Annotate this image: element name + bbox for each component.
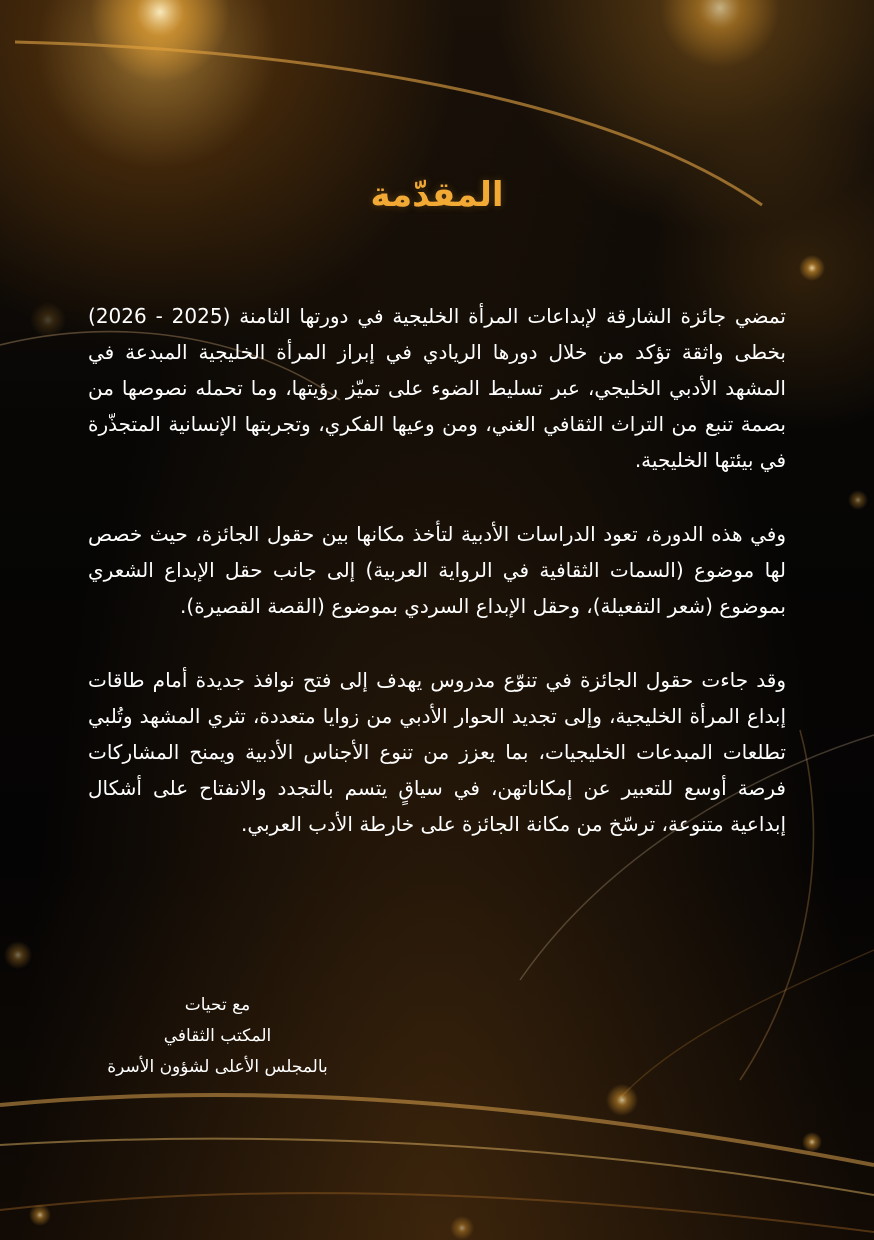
spark-right-mid [848,490,868,510]
spark-center-lower [606,1084,638,1116]
spark-bottom-left [29,1204,51,1226]
spark-bottom-center [450,1216,474,1240]
paragraph-diversity: وقد جاءت حقول الجائزة في تنوّع مدروس يهدف إلى فتح نوافذ جديدة أمام طاقات إبداع المرأة الخليجية، وإلى تجديد الحوار الأدبي من زوايا متعددة، تثري المشهد وتُلبي تطلعات المبدعات الخليجيات، بما يعزز من تنوع الأجناس الأدبية ويمنح المشاركات فرصة أوسع للتعبير عن إمكاناتهن، في سياقٍ يتسم بالتجدد والانفتاح على أشكال إبداعية متنوعة، ترسّخ من مكانة الجائزة على خارطة الأدب العربي. [88,668,786,836]
top-left-glow [90,0,230,82]
top-right-glow [660,0,780,68]
signature-council: بالمجلس الأعلى لشؤون الأسرة [107,1057,328,1077]
lower-right-arc [620,950,874,1098]
paragraph-fields: وفي هذه الدورة، تعود الدراسات الأدبية لتأخذ مكانها بين حقول الجائزة، حيث خصص لها موضوع (السمات الثقافية في الرواية العربية) إلى جانب حقل الإبداع الشعري بموضوع (شعر التفعيلة)، وحقل الإبداع السردي بموضوع (القصة القصيرة). [88,522,786,618]
document-title: المقدّمة [370,175,504,215]
paragraph-intro: تمضي جائزة الشارقة لإبداعات المرأة الخليجية في دورتها الثامنة (2025 - 2026) بخطى واثقة تؤكد من خلال دورها الريادي في إبراز المرأة الخليجية المبدعة في المشهد الأدبي الخليجي، عبر تسليط الضوء على تميّز رؤيتها، وما تحمله نصوصها من بصمة تنبع من التراث الثقافي الغني، ومن وعيها الفكري، وتجربتها الإنسانية المتجذّرة في بيئتها الخليجية. [88,304,787,472]
signature-greeting: مع تحيات [184,995,251,1015]
spark-bottom-right [802,1132,822,1152]
bottom-golden-curve-3 [0,1193,874,1232]
spark-left-mid [30,302,66,338]
signature-block [75,990,360,1083]
spark-right-upper [799,255,825,281]
bottom-golden-curve-1 [0,1095,874,1165]
spark-left-lower [4,941,32,969]
document-content [88,170,786,880]
bottom-golden-curve-2 [0,1139,874,1195]
signature-office: المكتب الثقافي [163,1026,272,1046]
